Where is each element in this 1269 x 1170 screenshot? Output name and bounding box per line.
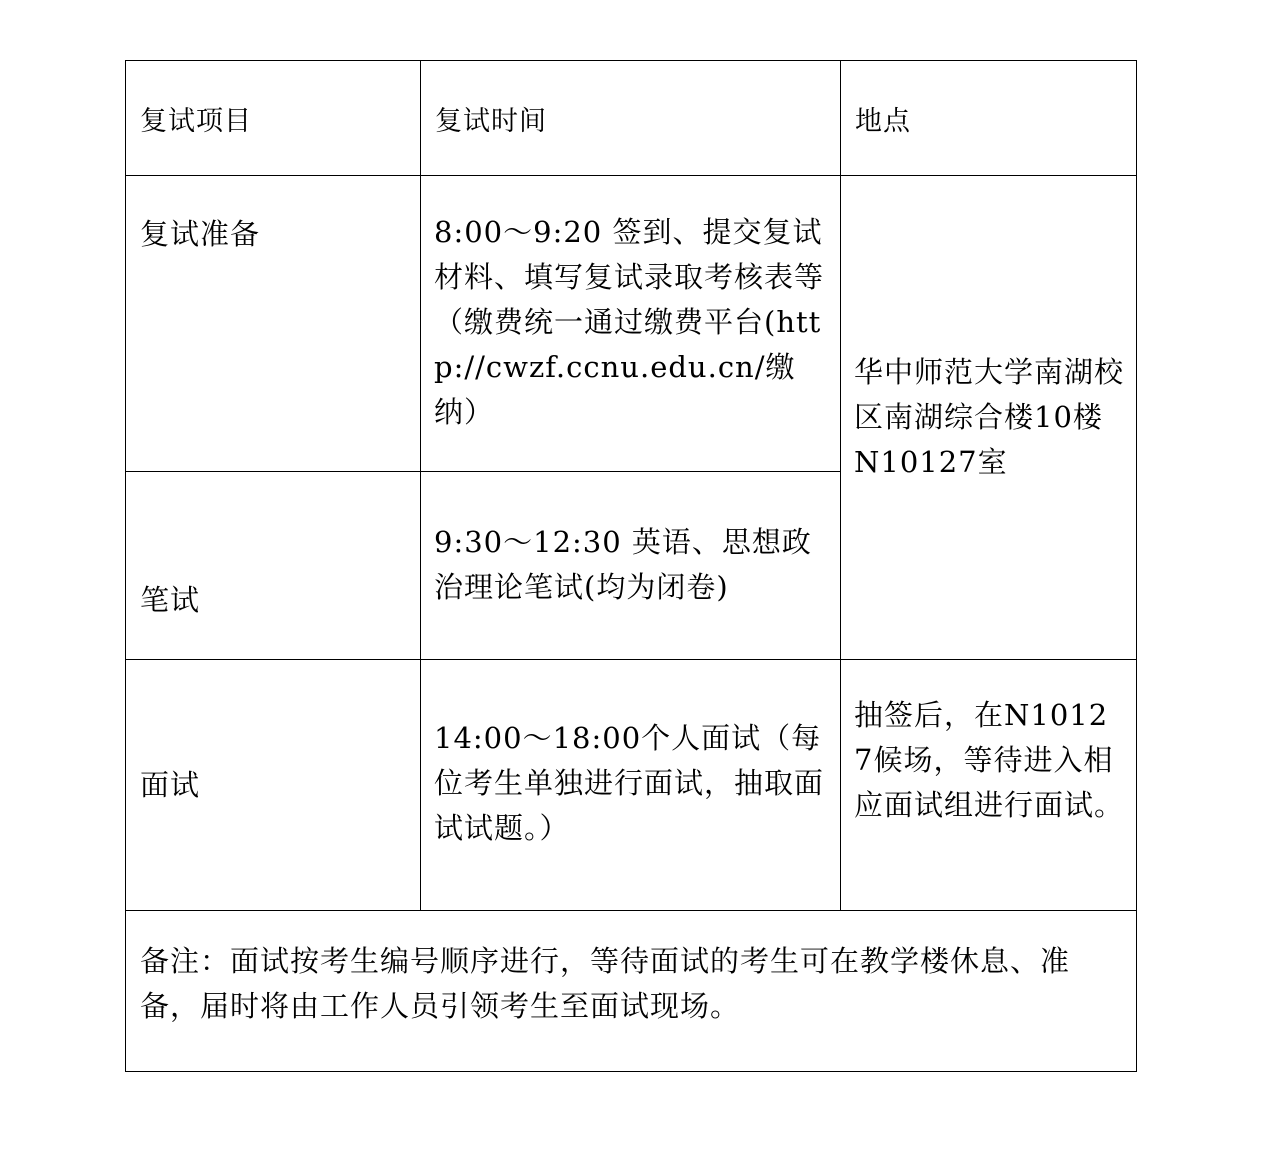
header-row xyxy=(126,61,1137,176)
prep-time-cell xyxy=(421,176,841,472)
note-cell xyxy=(126,911,1137,1072)
interview-label-cell xyxy=(126,660,421,911)
note-text: 备注：面试按考生编号顺序进行，等待面试的考生可在教学楼休息、准备，届时将由工作人员引领考生至面试现场。 xyxy=(140,944,1071,1023)
header-time: 复试时间 xyxy=(435,106,547,137)
header-item-cell xyxy=(126,61,421,176)
prep-row xyxy=(126,176,1137,472)
header-item: 复试项目 xyxy=(140,106,252,137)
shared-location-cell xyxy=(841,176,1137,660)
written-time: 9:30～12:30 英语、思想政治理论笔试(均为闭卷) xyxy=(434,525,812,604)
written-label-cell xyxy=(126,472,421,660)
interview-label: 面试 xyxy=(140,767,201,802)
interview-row xyxy=(126,660,1137,911)
header-time-cell xyxy=(421,61,841,176)
header-location-cell xyxy=(841,61,1137,176)
schedule-table xyxy=(125,60,1137,1072)
written-time-cell xyxy=(421,472,841,660)
prep-label-cell xyxy=(126,176,421,472)
prep-label: 复试准备 xyxy=(140,217,261,251)
shared-location: 华中师范大学南湖校区南湖综合楼10楼N10127室 xyxy=(854,355,1125,479)
interview-location: 抽签后，在N10127候场，等待进入相应面试组进行面试。 xyxy=(854,698,1125,822)
header-location: 地点 xyxy=(855,106,911,137)
interview-location-cell xyxy=(841,660,1137,911)
interview-time-cell xyxy=(421,660,841,911)
written-label: 笔试 xyxy=(140,583,201,617)
prep-time: 8:00～9:20 签到、提交复试材料、填写复试录取考核表等（缴费统一通过缴费平台(http://cwzf.ccnu.edu.cn/缴纳） xyxy=(434,215,825,429)
note-row xyxy=(126,911,1137,1072)
interview-time: 14:00～18:00个人面试（每位考生单独进行面试，抽取面试试题。） xyxy=(434,721,825,845)
